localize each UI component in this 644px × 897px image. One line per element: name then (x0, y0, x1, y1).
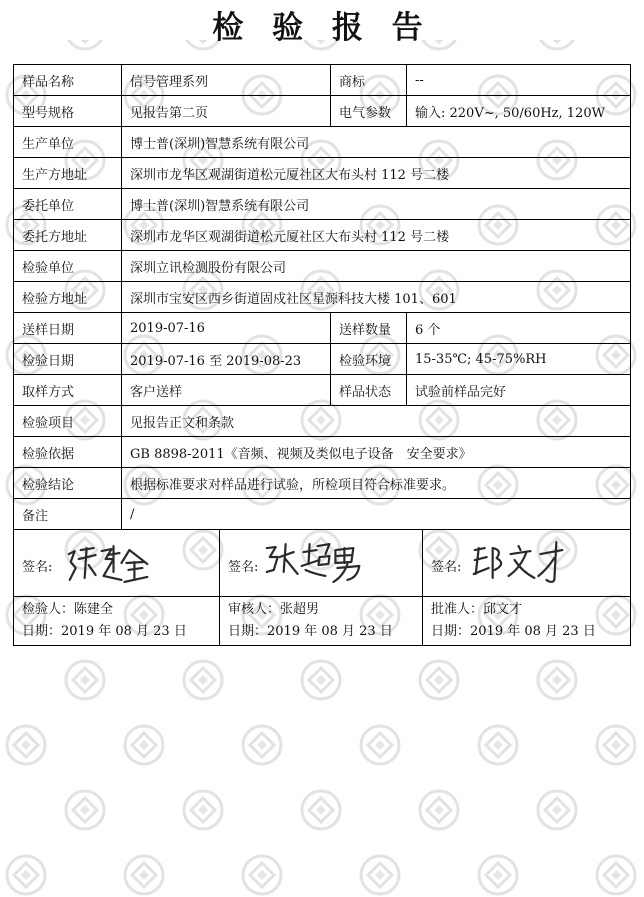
signature-cell-approver (423, 530, 631, 597)
label-cell: 检验单位 (14, 251, 122, 282)
row-manufacturer-address (14, 158, 631, 189)
label-cell: 委托方地址 (14, 220, 122, 251)
value-cell: 2019-07-16 (122, 313, 331, 344)
label-cell: 样品名称 (14, 65, 122, 96)
value-cell: 6 个 (407, 313, 631, 344)
label-cell: 备注 (14, 499, 122, 530)
signature-cell-reviewer (220, 530, 423, 597)
row-client-address (14, 220, 631, 251)
row-client (14, 189, 631, 220)
value-cell: -- (407, 65, 631, 96)
row-test-basis (14, 437, 631, 468)
row-test-lab-address (14, 282, 631, 313)
label-cell: 委托单位 (14, 189, 122, 220)
signature-label: 签名: (431, 560, 462, 575)
approval-row (14, 597, 631, 646)
value-cell: 客户送样 (122, 375, 331, 406)
approver-date: 日期：2019 年 08 月 23 日 (431, 624, 596, 639)
inspector-name: 检验人：陈建全 (22, 602, 114, 617)
value-cell: 博士普(深圳)智慧系统有限公司 (122, 127, 631, 158)
row-remarks (14, 499, 631, 530)
value-cell: 15-35℃; 45-75%RH (407, 344, 631, 375)
signature-table (13, 529, 631, 646)
row-sample-name (14, 65, 631, 96)
value-cell: 深圳市龙华区观湖街道松元厦社区大布头村 112 号二楼 (122, 220, 631, 251)
value-cell: 深圳市宝安区西乡街道固戍社区星源科技大楼 101、601 (122, 282, 631, 313)
row-sampling-method (14, 375, 631, 406)
value-cell: / (122, 499, 631, 530)
label-cell: 生产方地址 (14, 158, 122, 189)
label-cell: 取样方式 (14, 375, 122, 406)
approval-cell-inspector (14, 597, 220, 646)
approval-cell-reviewer (220, 597, 423, 646)
signature-row (14, 530, 631, 597)
value-cell: 见报告正文和条款 (122, 406, 631, 437)
value-cell: 输入: 220V~, 50/60Hz, 120W (407, 96, 631, 127)
label-cell: 检验日期 (14, 344, 122, 375)
label-cell: 检验项目 (14, 406, 122, 437)
row-model (14, 96, 631, 127)
row-sample-date (14, 313, 631, 344)
inspector-date: 日期：2019 年 08 月 23 日 (22, 624, 187, 639)
label-cell: 送样数量 (331, 313, 407, 344)
label-cell: 检验方地址 (14, 282, 122, 313)
value-cell: 信号管理系列 (122, 65, 331, 96)
label-cell: 检验环境 (331, 344, 407, 375)
row-test-date (14, 344, 631, 375)
reviewer-name: 审核人：张超男 (228, 602, 320, 617)
report-title: 检 验 报 告 (212, 10, 432, 46)
row-test-items (14, 406, 631, 437)
signature-label: 签名: (228, 560, 259, 575)
value-cell: 见报告第二页 (122, 96, 331, 127)
row-test-lab (14, 251, 631, 282)
handwritten-signature-inspector (14, 530, 219, 596)
label-cell: 检验依据 (14, 437, 122, 468)
label-cell: 生产单位 (14, 127, 122, 158)
value-cell: 根据标准要求对样品进行试验，所检项目符合标准要求。 (122, 468, 631, 499)
approver-name: 批准人：邱文才 (431, 602, 523, 617)
approval-cell-approver (423, 597, 631, 646)
value-cell: 深圳市龙华区观湖街道松元厦社区大布头村 112 号二楼 (122, 158, 631, 189)
label-cell: 商标 (331, 65, 407, 96)
handwritten-signature-reviewer (220, 530, 422, 596)
signature-label: 签名: (22, 560, 53, 575)
label-cell: 型号规格 (14, 96, 122, 127)
label-cell: 电气参数 (331, 96, 407, 127)
label-cell: 送样日期 (14, 313, 122, 344)
value-cell: GB 8898-2011《音频、视频及类似电子设备 安全要求》 (122, 437, 631, 468)
label-cell: 检验结论 (14, 468, 122, 499)
row-conclusion (14, 468, 631, 499)
report-table (13, 64, 631, 530)
row-manufacturer (14, 127, 631, 158)
value-cell: 深圳立讯检测股份有限公司 (122, 251, 631, 282)
label-cell: 样品状态 (331, 375, 407, 406)
value-cell: 2019-07-16 至 2019-08-23 (122, 344, 331, 375)
value-cell: 博士普(深圳)智慧系统有限公司 (122, 189, 631, 220)
handwritten-signature-approver (423, 530, 630, 596)
reviewer-date: 日期：2019 年 08 月 23 日 (228, 624, 393, 639)
value-cell: 试验前样品完好 (407, 375, 631, 406)
signature-cell-inspector (14, 530, 220, 597)
